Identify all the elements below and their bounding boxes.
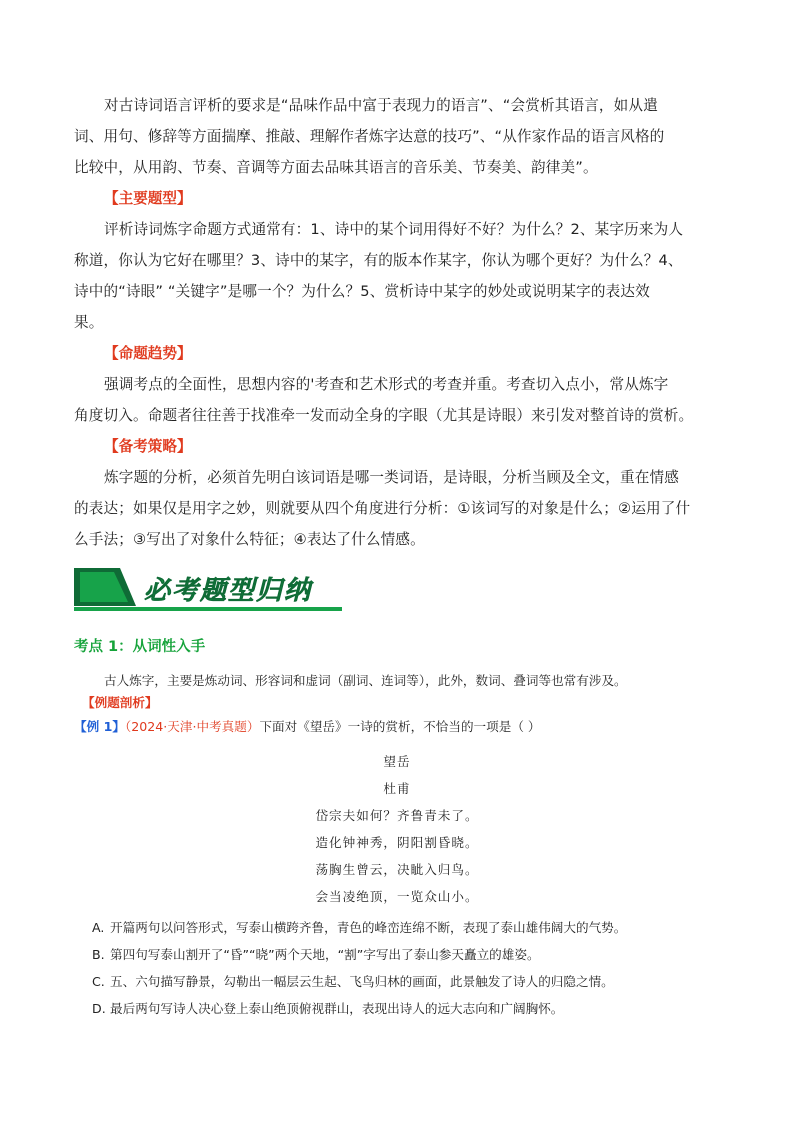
option-text: 最后两句写诗人决心登上泰山绝顶俯视群山，表现出诗人的远大志向和广阔胸怀。 — [110, 1001, 564, 1016]
option-label: C. — [92, 974, 105, 989]
option-b — [92, 945, 540, 965]
poem-author: 杜甫 — [383, 781, 411, 796]
kaodian-title: 考点 1：从词性入手 — [74, 639, 206, 655]
example-question-text: 下面对《望岳》一诗的赏析，不恰当的一项是（ ） — [259, 719, 541, 734]
example-question — [74, 717, 541, 737]
trend-line-2: 角度切入。命题者往往善于找准牵一发而动全身的字眼（尤其是诗眼）来引发对整首诗的赏析。 — [74, 407, 694, 424]
banner-title: 必考题型归纳 — [144, 576, 313, 606]
option-c — [92, 972, 614, 992]
strategy-heading: 【备考策略】 — [104, 438, 192, 455]
trend-line-1: 强调考点的全面性，思想内容的'考查和艺术形式的考查并重。考查切入点小，常从炼字 — [104, 376, 669, 393]
option-text: 开篇两句以问答形式，写泰山横跨齐鲁，青色的峰峦连绵不断，表现了泰山雄伟阔大的气势。 — [110, 920, 627, 935]
example-section-heading: 【例题剖析】 — [82, 695, 158, 710]
main-types-heading: 【主要题型】 — [104, 190, 192, 207]
kaodian-description: 古人炼字，主要是炼动词、形容词和虚词（副词、连词等），此外，数词、叠词等也常有涉及。 — [104, 673, 627, 688]
option-label: B. — [92, 947, 105, 962]
main-types-line-2: 称道，你认为它好在哪里？3、诗中的某字，有的版本作某字，你认为哪个更好？为什么？4、 — [74, 252, 683, 269]
section-banner — [74, 566, 344, 612]
poem-line: 会当凌绝顶，一览众山小。 — [315, 889, 479, 904]
strategy-line-1: 炼字题的分析，必须首先明白该词语是哪一类词语，是诗眼，分析当顾及全文，重在情感 — [104, 469, 680, 486]
banner-graphic — [74, 566, 344, 612]
option-d — [92, 999, 563, 1019]
poem-line: 造化钟神秀，阴阳割昏晓。 — [315, 835, 479, 850]
option-text: 第四句写泰山割开了“昏”“晓”两个天地，“割”字写出了泰山参天矗立的雄姿。 — [110, 947, 540, 962]
example-label: 【例 1】 — [74, 719, 125, 734]
poem-title: 望岳 — [383, 754, 411, 769]
main-types-line-4: 果。 — [74, 314, 104, 331]
intro-line-1: 对古诗词语言评析的要求是“品味作品中富于表现力的语言”、“会赏析其语言，如从遣 — [104, 97, 658, 114]
example-source: （2024·天津·中考真题） — [124, 719, 260, 734]
main-types-line-3: 诗中的“诗眼” “关键字”是哪一个？为什么？5、赏析诗中某字的妙处或说明某字的表达效 — [74, 283, 650, 300]
intro-line-2: 词、用句、修辞等方面揣摩、推敲、理解作者炼字达意的技巧”、“从作家作品的语言风格的 — [74, 128, 665, 145]
option-text: 五、六句描写静景，勾勒出一幅层云生起、飞鸟归林的画面，此景触发了诗人的归隐之情。 — [110, 974, 614, 989]
strategy-line-3: 么手法；③写出了对象什么特征；④表达了什么情感。 — [74, 531, 425, 548]
intro-line-3: 比较中，从用韵、节奏、音调等方面去品味其语言的音乐美、节奏美、韵律美”。 — [74, 159, 598, 176]
main-types-line-1: 评析诗词炼字命题方式通常有：1、诗中的某个词用得好不好？为什么？2、某字历来为人 — [104, 221, 684, 238]
poem-line: 荡胸生曾云，决眦入归鸟。 — [315, 862, 479, 877]
option-a — [92, 918, 626, 938]
poem-line: 岱宗夫如何？齐鲁青未了。 — [315, 808, 479, 823]
trend-heading: 【命题趋势】 — [104, 345, 192, 362]
option-label: A. — [92, 920, 105, 935]
strategy-line-2: 的表达；如果仅是用字之妙，则就要从四个角度进行分析：①该词写的对象是什么；②运用了什 — [74, 500, 691, 517]
option-label: D. — [92, 1001, 106, 1016]
